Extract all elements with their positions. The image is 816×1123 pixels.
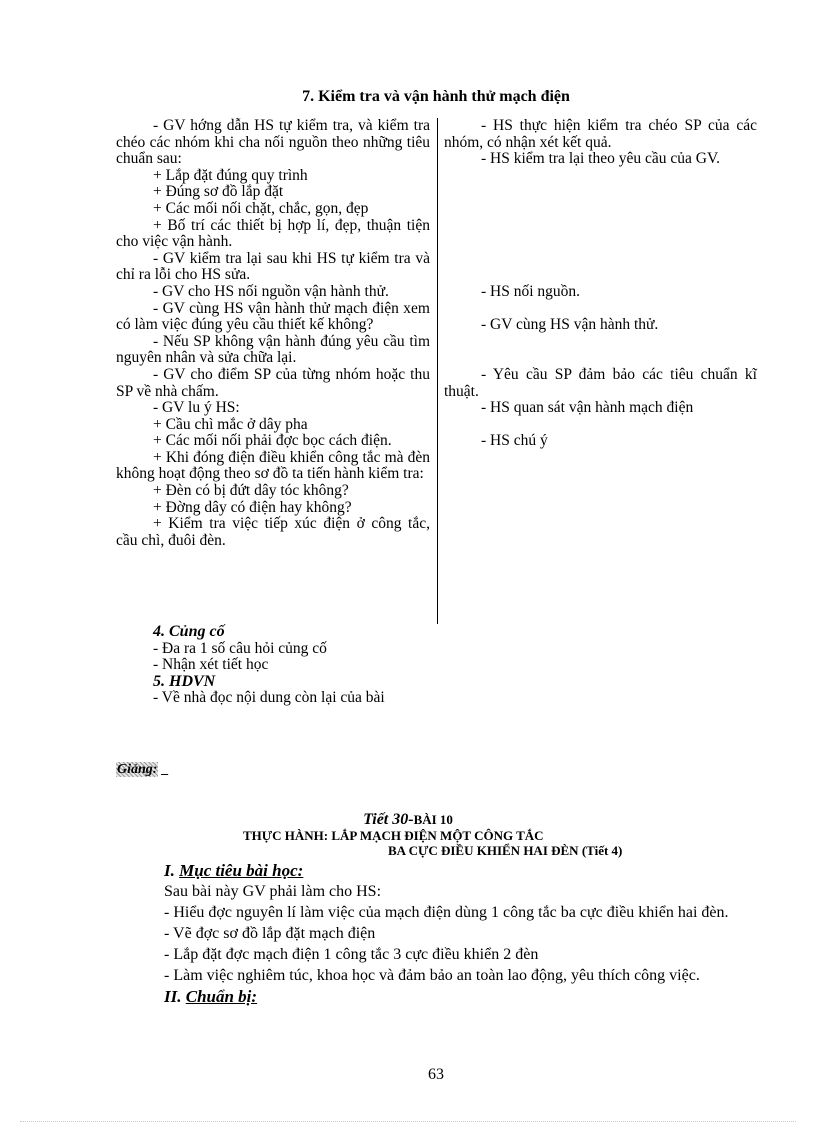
teacher-step: - GV cùng HS vận hành thử mạch điện xem có làm việc đúng yêu cầu thiết kế không? [116,299,430,334]
spacer [444,350,757,367]
teacher-activities-column [116,118,430,549]
student-step: - HS thực hiện kiểm tra chéo SP của các nhóm, có nhận xét kết quả. [444,117,757,151]
teacher-step: - GV cho điểm SP của từng nhóm hoặc thu SP về nhà chấm. [116,365,430,400]
lesson-period-note: (Tiết 4) [578,843,623,858]
note-item: + Kiểm tra việc tiếp xúc điện ở công tắc, cầu chì, đuôi đèn. [116,515,430,549]
teacher-step: - GV kiểm tra lại sau khi HS tự kiểm tra và chỉ ra lỗi cho HS sửa. [116,249,430,284]
checklist-item: + Lắp đặt đúng quy trình [153,166,308,184]
spacer [444,251,757,268]
cung-co-item: - Nhận xét tiết học [153,656,269,674]
note-item: + Cầu chì mắc ở dây pha [153,415,308,433]
note-item: + Khi đóng điện điều khiển công tắc mà đèn không hoạt động theo sơ đồ ta tiến hành kiểm tra: [116,448,430,483]
objective-item: - Lắp đặt đợc mạch điện 1 công tắc 3 cực điều khiển 2 đèn [164,946,539,963]
objective-item: - Làm việc nghiêm túc, khoa học và đảm bảo an toàn lao động, yêu thích công việc. [164,967,700,984]
lesson-title-line1: THỰC HÀNH: LẮP MẠCH ĐIỆN MỘT CÔNG TẮC [243,828,544,843]
spacer [444,184,757,201]
closing-section [116,624,536,707]
spacer [444,301,757,318]
giang-label: Giảng: _ [117,762,169,777]
spacer [444,334,757,351]
note-item: + Đèn có bị đứt dây tóc không? [153,482,349,500]
teacher-step: - GV cho HS nối nguồn vận hành thử. [153,282,389,300]
student-step: - HS chú ý [481,432,548,450]
student-step: - HS kiểm tra lại theo yêu cầu của GV. [481,150,721,168]
preparation-heading: II. Chuẩn bị: [164,987,258,1006]
spacer [444,218,757,235]
cung-co-heading: 4. Củng cố [153,623,225,640]
checklist-item: + Đúng sơ đồ lắp đặt [153,183,284,201]
column-divider [437,118,438,624]
spacer [444,201,757,218]
teacher-step: - GV lu ý HS: [153,399,240,417]
note-item: + Các mối nối phải đợc bọc cách điện. [153,432,392,450]
page-edge-line [20,1121,796,1122]
note-item: + Đờng dây có điện hay không? [153,498,352,516]
spacer [444,234,757,251]
objectives-heading: I. Mục tiêu bài học: [164,861,304,880]
cung-co-item: - Đa ra 1 số câu hỏi củng cố [153,639,327,657]
hdvn-heading: 5. HDVN [153,672,216,690]
page-number: 63 [428,1066,444,1083]
student-step: - GV cùng HS vận hành thử. [481,316,659,334]
teacher-step: - Nếu SP không vận hành đúng yêu cầu tìm nguyên nhân và sửa chữa lại. [116,332,430,367]
lesson-bai: BÀI 10 [413,812,453,827]
lesson-title-line2: BA CỰC ĐIỀU KHIỂN HAI ĐÈN (Tiết 4) [388,843,623,858]
student-activities-column [444,118,757,450]
student-step: - Yêu cầu SP đảm bảo các tiêu chuẩn kĩ thuật. [444,365,757,400]
checklist-item: + Bố trí các thiết bị hợp lí, đẹp, thuận tiện cho việc vận hành. [116,216,430,251]
objective-item: - Vẽ đợc sơ đồ lắp đặt mạch điện [164,925,376,942]
lesson-number [0,811,816,829]
spacer [444,267,757,284]
objectives-intro: Sau bài này GV phải làm cho HS: [164,883,382,900]
student-step: - HS quan sát vận hành mạch điện [481,399,694,417]
hdvn-item: - Về nhà đọc nội dung còn lại của bài [153,689,385,707]
section-title: 7. Kiểm tra và vận hành thử mạch điện [302,88,570,105]
teacher-step: - GV hớng dẫn HS tự kiểm tra, và kiểm tra chéo các nhóm khi cha nối nguồn theo những tiêu chuẩn sau: [116,117,430,168]
lesson-body [116,862,756,1009]
spacer [444,168,757,185]
lesson-period: Tiết 30- [363,811,414,828]
spacer [444,417,757,434]
checklist-item: + Các mối nối chặt, chắc, gọn, đẹp [153,199,369,217]
student-step: - HS nối nguồn. [481,282,581,300]
objective-item: - Hiểu đợc nguyên lí làm việc của mạch điện dùng 1 công tắc ba cực điều khiển hai đèn. [164,904,729,921]
